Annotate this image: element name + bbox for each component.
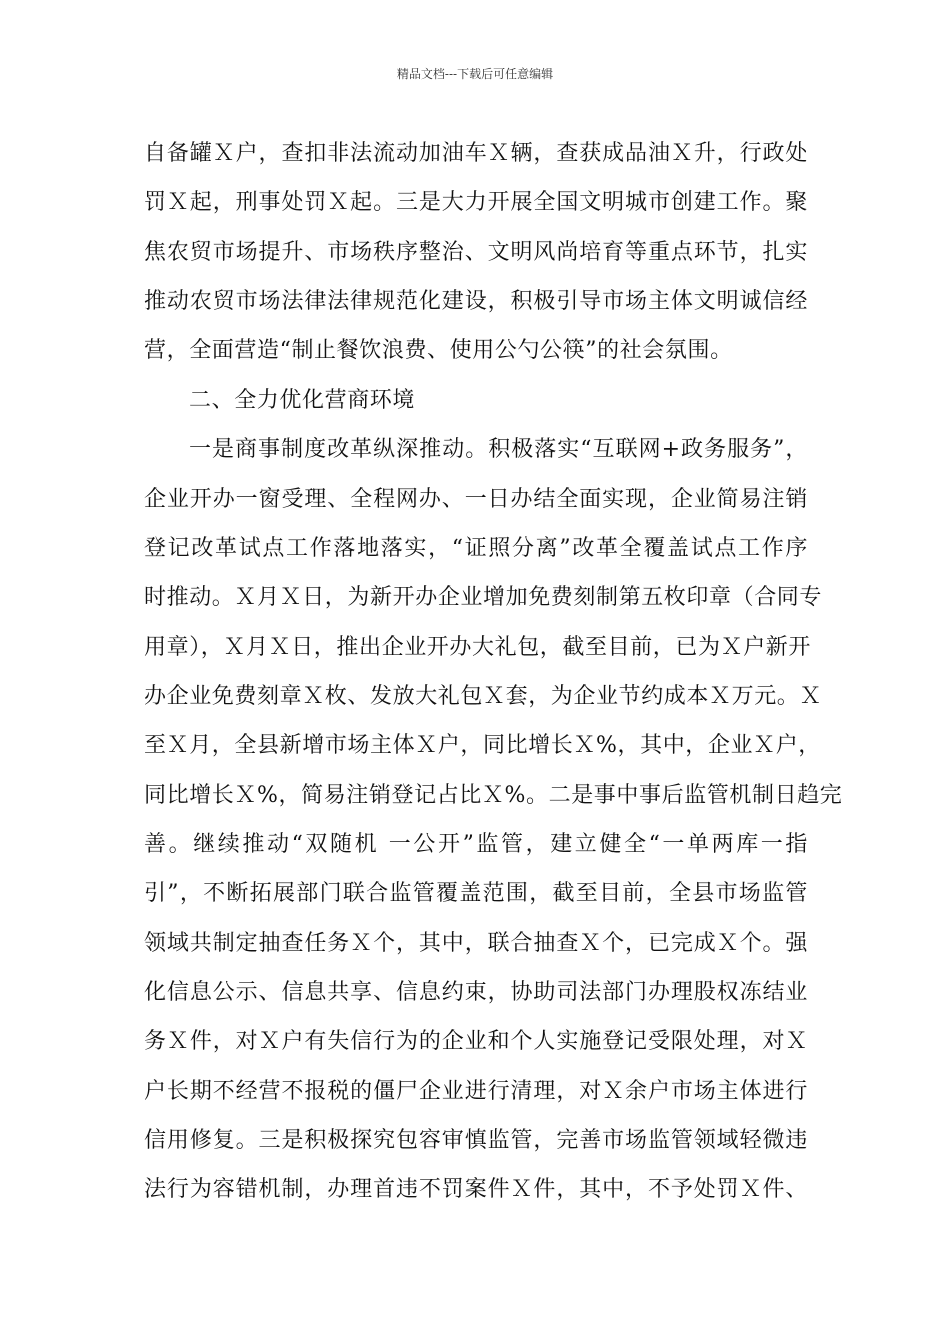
text-line: 信用修复。三是积极探究包容审慎监管，完善市场监管领域轻微违 (144, 1128, 808, 1153)
text-line: 企业开办一窗受理、全程网办、一日办结全面实现，企业简易注销 (144, 487, 808, 512)
text-line: 引”，不断拓展部门联合监管覆盖范围，截至目前，全县市场监管 (144, 881, 808, 906)
section-heading: 二、全力优化营商环境 (189, 388, 416, 413)
text-line: 法行为容错机制，办理首违不罚案件Ｘ件，其中，不予处罚Ｘ件、 (144, 1177, 808, 1202)
text-line: 化信息公示、信息共享、信息约束，协助司法部门办理股权冻结业 (144, 980, 808, 1005)
text-line: 至Ｘ月，全县新增市场主体Ｘ户，同比增长Ｘ%，其中，企业Ｘ户， (144, 733, 821, 758)
text-line: 办企业免费刻章Ｘ枚、发放大礼包Ｘ套，为企业节约成本Ｘ万元。Ｘ (144, 684, 823, 709)
text-line: 罚Ｘ起，刑事处罚Ｘ起。三是大力开展全国文明城市创建工作。聚 (144, 190, 808, 215)
text-line: 自备罐Ｘ户，查扣非法流动加油车Ｘ辆，查获成品油Ｘ升，行政处 (144, 141, 808, 166)
text-line: 一是商事制度改革纵深推动。积极落实“互联网+政务服务”， (189, 437, 808, 462)
text-line: 用章），Ｘ月Ｘ日，推出企业开办大礼包，截至目前，已为Ｘ户新开 (144, 635, 812, 660)
text-line: 营，全面营造“制止餐饮浪费、使用公勺公筷”的社会氛围。 (144, 338, 733, 363)
text-line: 推动农贸市场法律法律规范化建设，积极引导市场主体文明诚信经 (144, 289, 808, 314)
text-line: 时推动。Ｘ月Ｘ日，为新开办企业增加免费刻制第五枚印章（合同专 (144, 585, 823, 610)
text-line: 焦农贸市场提升、市场秩序整治、文明风尚培育等重点环节，扎实 (144, 240, 808, 265)
text-line: 领域共制定抽查任务Ｘ个，其中，联合抽查Ｘ个，已完成Ｘ个。强 (144, 931, 808, 956)
text-line: 善。继续推动“双随机 一公开”监管，建立健全“一单两库一指 (144, 832, 808, 857)
text-line: 同比增长Ｘ%，简易注销登记占比Ｘ%。二是事中事后监管机制日趋完 (144, 783, 843, 808)
text-line: 户长期不经营不报税的僵尸企业进行清理，对Ｘ余户市场主体进行 (144, 1079, 808, 1104)
page-header: 精品文档---下载后可任意编辑 (396, 67, 554, 81)
text-line: 登记改革试点工作落地落实，“证照分离”改革全覆盖试点工作序 (144, 536, 808, 561)
text-line: 务Ｘ件，对Ｘ户有失信行为的企业和个人实施登记受限处理，对Ｘ (144, 1029, 808, 1054)
